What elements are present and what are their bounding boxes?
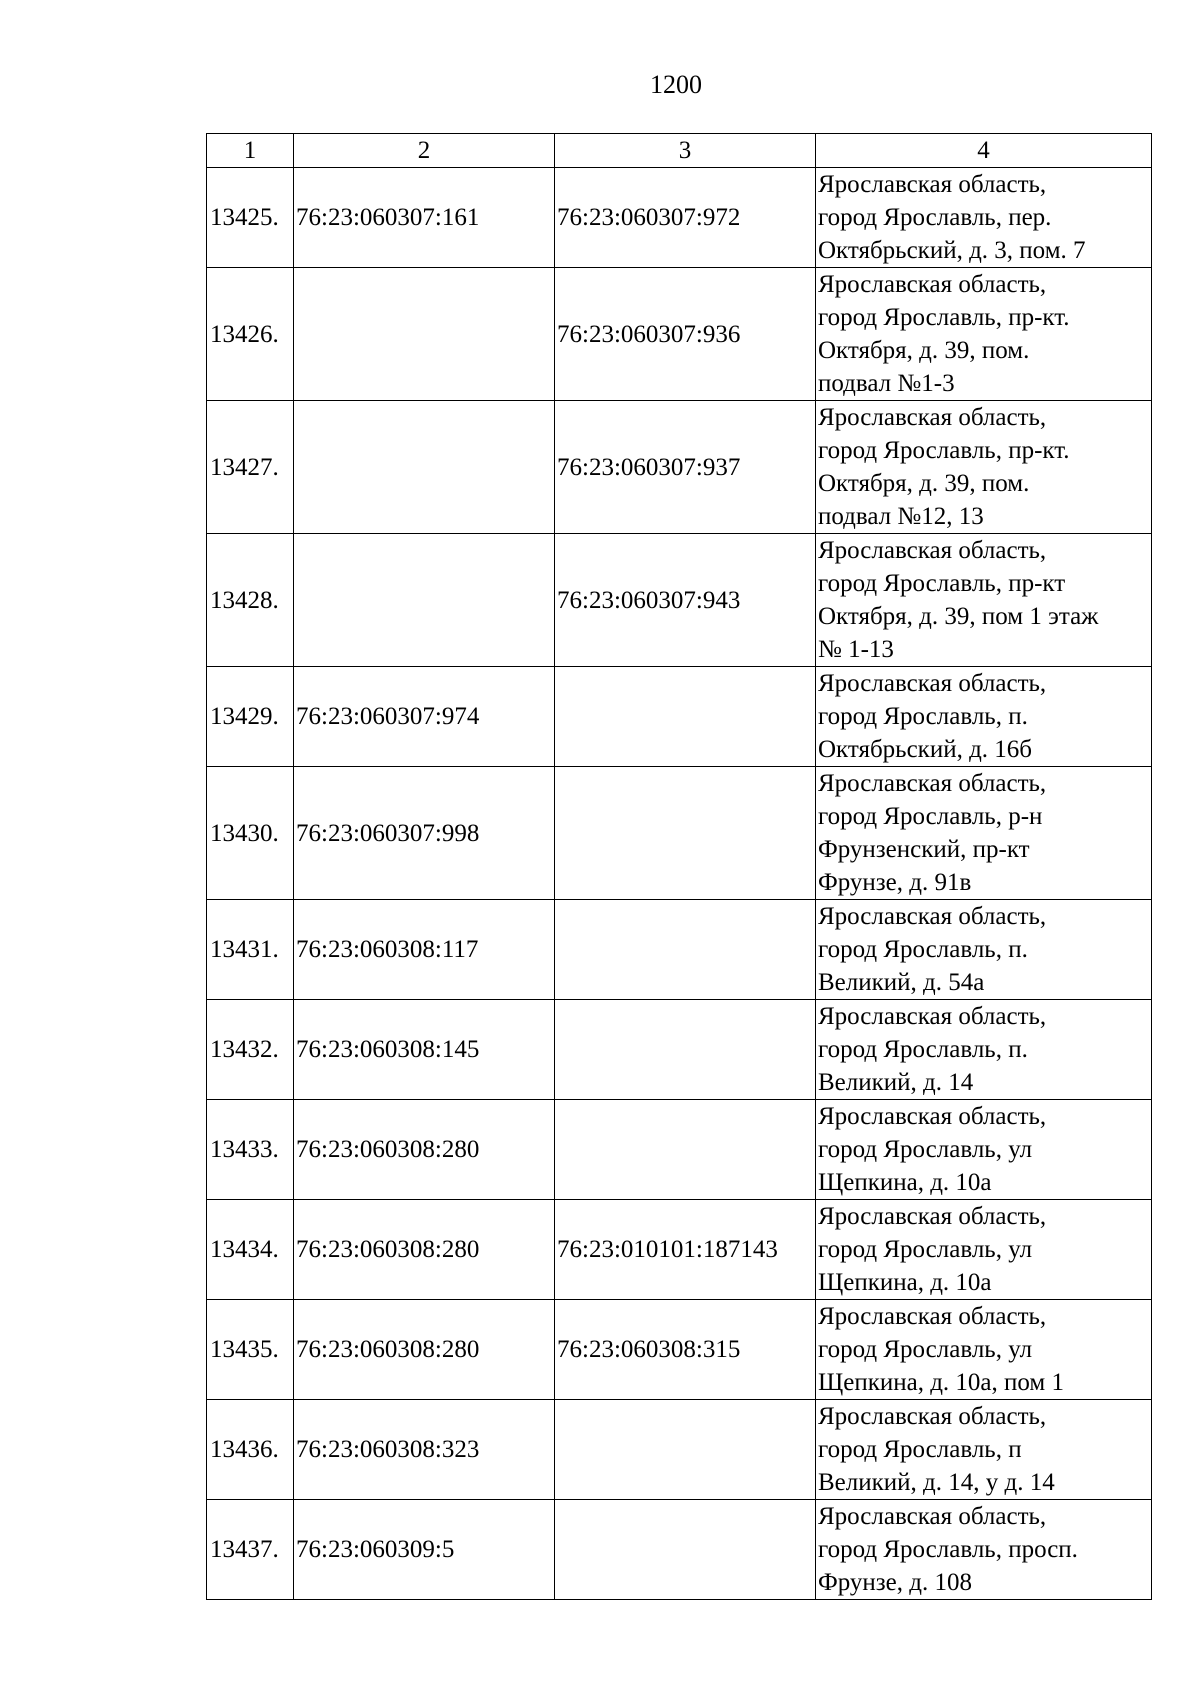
address-line: Фрунзенский, пр-кт bbox=[818, 836, 1030, 863]
address-line: Ярославская область, bbox=[818, 1403, 1047, 1430]
address-cell bbox=[816, 1500, 1152, 1600]
row-number-cell: 13437. bbox=[207, 1500, 294, 1600]
column-header-4: 4 bbox=[816, 134, 1152, 168]
address-line: город Ярославль, просп. bbox=[818, 1536, 1078, 1563]
row-number-cell: 13430. bbox=[207, 767, 294, 900]
address-cell bbox=[816, 767, 1152, 900]
object-cadastral-number-cell bbox=[555, 1100, 816, 1200]
cadastral-number-cell: 76:23:060308:117 bbox=[294, 900, 555, 1000]
table-row bbox=[207, 401, 1152, 534]
row-number-cell: 13434. bbox=[207, 1200, 294, 1300]
cadastral-number-cell: 76:23:060308:145 bbox=[294, 1000, 555, 1100]
address-line: Ярославская область, bbox=[818, 1203, 1047, 1230]
address-line: Ярославская область, bbox=[818, 537, 1047, 564]
address-line: Великий, д. 14 bbox=[818, 1069, 974, 1096]
address-line: Фрунзе, д. 91в bbox=[818, 869, 972, 896]
address-cell bbox=[816, 1400, 1152, 1500]
address-line: Октября, д. 39, пом. bbox=[818, 337, 1030, 364]
address-line: город Ярославль, п. bbox=[818, 1036, 1028, 1063]
cadastral-number-cell bbox=[294, 401, 555, 534]
address-line: город Ярославль, пер. bbox=[818, 204, 1052, 231]
cadastral-number-cell: 76:23:060308:280 bbox=[294, 1200, 555, 1300]
address-cell bbox=[816, 667, 1152, 767]
cadastral-number-cell bbox=[294, 534, 555, 667]
address-line: город Ярославль, пр-кт. bbox=[818, 437, 1070, 464]
address-line: город Ярославль, п. bbox=[818, 703, 1028, 730]
table-row bbox=[207, 900, 1152, 1000]
table-header-row bbox=[207, 134, 1152, 168]
table-row bbox=[207, 1300, 1152, 1400]
address-line: Ярославская область, bbox=[818, 903, 1047, 930]
address-cell bbox=[816, 401, 1152, 534]
object-cadastral-number-cell bbox=[555, 667, 816, 767]
address-cell bbox=[816, 1000, 1152, 1100]
address-line: город Ярославль, пр-кт. bbox=[818, 304, 1070, 331]
address-line: Ярославская область, bbox=[818, 1003, 1047, 1030]
address-line: город Ярославль, р-н bbox=[818, 803, 1043, 830]
address-line: Октябрьский, д. 3, пом. 7 bbox=[818, 237, 1086, 264]
cadastral-number-cell: 76:23:060307:161 bbox=[294, 168, 555, 268]
address-line: город Ярославль, п. bbox=[818, 936, 1028, 963]
cadastral-number-cell: 76:23:060308:323 bbox=[294, 1400, 555, 1500]
address-line: Ярославская область, bbox=[818, 171, 1047, 198]
address-line: Ярославская область, bbox=[818, 1503, 1047, 1530]
address-cell bbox=[816, 534, 1152, 667]
address-line: город Ярославль, пр-кт bbox=[818, 570, 1066, 597]
object-cadastral-number-cell bbox=[555, 767, 816, 900]
address-line: подвал №1-3 bbox=[818, 370, 955, 397]
address-line: город Ярославль, ул bbox=[818, 1236, 1033, 1263]
address-line: Октября, д. 39, пом. bbox=[818, 470, 1030, 497]
row-number-cell: 13433. bbox=[207, 1100, 294, 1200]
row-number-cell: 13432. bbox=[207, 1000, 294, 1100]
address-cell bbox=[816, 1100, 1152, 1200]
cadastral-number-cell: 76:23:060308:280 bbox=[294, 1300, 555, 1400]
object-cadastral-number-cell: 76:23:010101:187143 bbox=[555, 1200, 816, 1300]
address-line: Ярославская область, bbox=[818, 770, 1047, 797]
address-line: Щепкина, д. 10а bbox=[818, 1169, 992, 1196]
address-line: Щепкина, д. 10а, пом 1 bbox=[818, 1369, 1064, 1396]
column-header-3: 3 bbox=[555, 134, 816, 168]
address-line: подвал №12, 13 bbox=[818, 503, 984, 530]
address-line: Ярославская область, bbox=[818, 271, 1047, 298]
row-number-cell: 13435. bbox=[207, 1300, 294, 1400]
row-number-cell: 13429. bbox=[207, 667, 294, 767]
row-number-cell: 13425. bbox=[207, 168, 294, 268]
page-number: 1200 bbox=[650, 70, 702, 99]
row-number-cell: 13427. bbox=[207, 401, 294, 534]
object-cadastral-number-cell: 76:23:060308:315 bbox=[555, 1300, 816, 1400]
address-cell bbox=[816, 1300, 1152, 1400]
object-cadastral-number-cell bbox=[555, 1400, 816, 1500]
address-line: Великий, д. 14, у д. 14 bbox=[818, 1469, 1055, 1496]
address-cell bbox=[816, 168, 1152, 268]
table-row bbox=[207, 667, 1152, 767]
table-row bbox=[207, 1100, 1152, 1200]
table-row bbox=[207, 268, 1152, 401]
cadastral-number-cell: 76:23:060308:280 bbox=[294, 1100, 555, 1200]
cadastral-number-cell: 76:23:060307:998 bbox=[294, 767, 555, 900]
object-cadastral-number-cell: 76:23:060307:937 bbox=[555, 401, 816, 534]
object-cadastral-number-cell bbox=[555, 900, 816, 1000]
address-cell bbox=[816, 1200, 1152, 1300]
object-cadastral-number-cell: 76:23:060307:972 bbox=[555, 168, 816, 268]
address-line: город Ярославль, ул bbox=[818, 1136, 1033, 1163]
table-row bbox=[207, 534, 1152, 667]
address-line: Ярославская область, bbox=[818, 670, 1047, 697]
address-line: Фрунзе, д. 108 bbox=[818, 1569, 972, 1596]
row-number-cell: 13436. bbox=[207, 1400, 294, 1500]
address-line: Октября, д. 39, пом 1 этаж bbox=[818, 603, 1099, 630]
column-header-2: 2 bbox=[294, 134, 555, 168]
address-line: Октябрьский, д. 16б bbox=[818, 736, 1033, 763]
cadastral-number-cell: 76:23:060309:5 bbox=[294, 1500, 555, 1600]
address-cell bbox=[816, 900, 1152, 1000]
row-number-cell: 13428. bbox=[207, 534, 294, 667]
object-cadastral-number-cell: 76:23:060307:936 bbox=[555, 268, 816, 401]
row-number-cell: 13431. bbox=[207, 900, 294, 1000]
table-body bbox=[207, 168, 1152, 1600]
cadastral-number-cell: 76:23:060307:974 bbox=[294, 667, 555, 767]
cadastral-number-cell bbox=[294, 268, 555, 401]
address-line: город Ярославль, ул bbox=[818, 1336, 1033, 1363]
address-line: № 1-13 bbox=[818, 636, 894, 663]
registry-table bbox=[206, 133, 1152, 1600]
address-line: Щепкина, д. 10а bbox=[818, 1269, 992, 1296]
table-row bbox=[207, 1200, 1152, 1300]
address-line: Ярославская область, bbox=[818, 1303, 1047, 1330]
row-number-cell: 13426. bbox=[207, 268, 294, 401]
address-line: Ярославская область, bbox=[818, 1103, 1047, 1130]
object-cadastral-number-cell: 76:23:060307:943 bbox=[555, 534, 816, 667]
object-cadastral-number-cell bbox=[555, 1000, 816, 1100]
table-row bbox=[207, 168, 1152, 268]
table-row bbox=[207, 1400, 1152, 1500]
address-cell bbox=[816, 268, 1152, 401]
address-line: Великий, д. 54а bbox=[818, 969, 985, 996]
address-line: город Ярославль, п bbox=[818, 1436, 1022, 1463]
column-header-1: 1 bbox=[207, 134, 294, 168]
table-row bbox=[207, 1000, 1152, 1100]
object-cadastral-number-cell bbox=[555, 1500, 816, 1600]
table-row bbox=[207, 767, 1152, 900]
table-row bbox=[207, 1500, 1152, 1600]
address-line: Ярославская область, bbox=[818, 404, 1047, 431]
